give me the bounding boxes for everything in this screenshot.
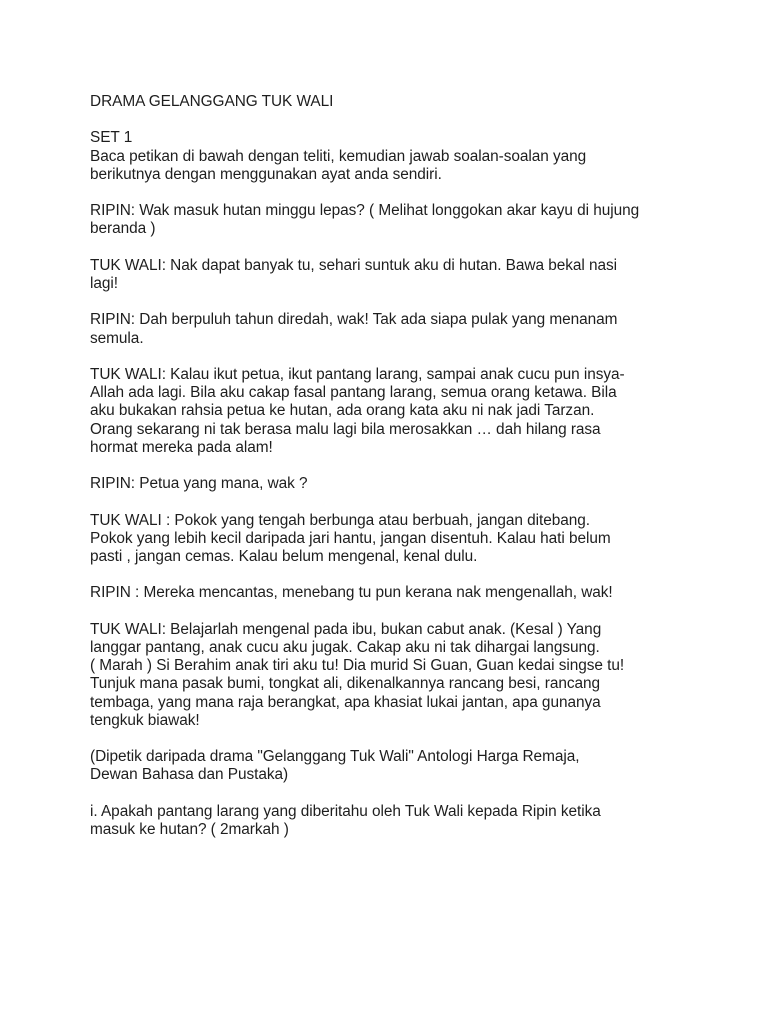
dialogue-line: TUK WALI: Kalau ikut petua, ikut pantang larang, sampai anak cucu pun insya- Allah ada lagi. Bila aku cakap fasal pantang larang, semua orang ketawa. Bila aku bukakan rahsia petua ke hutan, ada orang kata aku ni nak jadi Tarzan. Orang sekarang ni tak berasa malu lagi bila merosakkan … dah hilang rasa hormat mereka pada alam! xyxy=(90,365,625,456)
question-1: i. Apakah pantang larang yang diberitahu oleh Tuk Wali kepada Ripin ketika masuk ke hutan? ( 2markah ) xyxy=(90,802,601,838)
dialogue-line: RIPIN: Petua yang mana, wak ? xyxy=(90,475,308,493)
dialogue-line: TUK WALI: Nak dapat banyak tu, sehari suntuk aku di hutan. Bawa bekal nasi lagi! xyxy=(90,256,617,292)
set-section xyxy=(90,129,680,184)
dialogue-line: TUK WALI: Belajarlah mengenal pada ibu, bukan cabut anak. (Kesal ) Yang langgar pantang, anak cucu aku jugak. Cakap aku ni tak dihargai langsung. ( Marah ) Si Berahim anak tiri aku tu! Dia murid Si Guan, Guan kedai singse tu! Tunjuk mana pasak bumi, tongkat ali, dikenalkannya rancang besi, rancang tembaga, yang mana raja berangkat, apa khasiat lukai jantan, apa gunanya tengkuk biawak! xyxy=(90,620,625,729)
instruction-text: Baca petikan di bawah dengan teliti, kemudian jawab soalan-soalan yang berikutnya dengan menggunakan ayat anda sendiri. xyxy=(90,147,587,183)
dialogue-line: RIPIN: Wak masuk hutan minggu lepas? ( Melihat longgokan akar kayu di hujung beranda ) xyxy=(90,202,640,238)
document-body xyxy=(90,93,680,857)
dialogue-line: TUK WALI : Pokok yang tengah berbunga atau berbuah, jangan ditebang. Pokok yang lebih kecil daripada jari hantu, jangan disentuh. Kalau hati belum pasti , jangan cemas. Kalau belum mengenal, kenal dulu. xyxy=(90,511,611,565)
document-title: DRAMA GELANGGANG TUK WALI xyxy=(90,93,334,110)
dialogue-line: RIPIN: Dah berpuluh tahun diredah, wak! Tak ada siapa pulak yang menanam semula. xyxy=(90,311,618,347)
set-label: SET 1 xyxy=(90,129,133,147)
dialogue-line: RIPIN : Mereka mencantas, menebang tu pun kerana nak mengenallah, wak! xyxy=(90,584,613,602)
source-note: (Dipetik daripada drama "Gelanggang Tuk Wali" Antologi Harga Remaja, Dewan Bahasa dan Pustaka) xyxy=(90,748,580,784)
